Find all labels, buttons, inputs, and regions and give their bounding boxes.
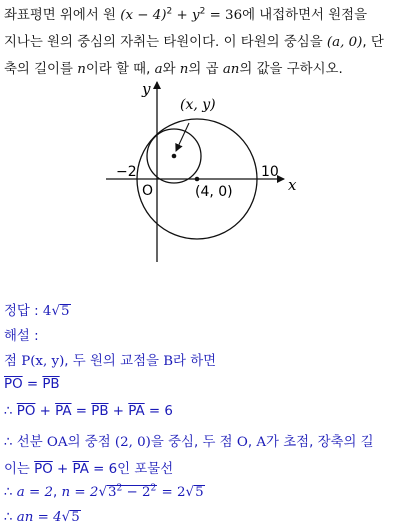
tick-label-neg-2: −2 bbox=[116, 164, 137, 180]
origin-label: O bbox=[142, 183, 154, 199]
answer-line: 정답 : 4√5 bbox=[4, 304, 70, 319]
explanation-label: 해설 : bbox=[4, 329, 39, 344]
solution-step-3: ∴ $\overline{PO} + \overline{PA} = \overline{PB} + \overline{PA} = 6$ bbox=[4, 404, 173, 419]
problem-line-3: 축의 길이를 n이라 할 때, a와 n의 곱 an의 값을 구하시오. bbox=[4, 62, 343, 77]
solution-step-2: $\overline{PO} = \overline{PB}$ bbox=[4, 377, 60, 392]
solution-step-7: ∴ an = 4√5 bbox=[4, 510, 80, 525]
solution-step-4: ∴ 선분 OA의 중점 (2, 0)을 중심, 두 점 O, A가 초점, 장축의 길 bbox=[4, 435, 374, 450]
center-label: (4, 0) bbox=[195, 184, 233, 200]
point-label: (x, y) bbox=[180, 97, 216, 113]
x-axis-label: x bbox=[288, 176, 297, 194]
problem-line-2: 지나는 원의 중심의 자취는 타원이다. 이 타원의 중심을 (a, 0), 단 bbox=[4, 35, 384, 50]
problem-text bbox=[4, 2, 398, 83]
outer-center-point bbox=[195, 177, 200, 182]
y-axis-label: y bbox=[142, 80, 151, 98]
problem-line-1: 좌표평면 위에서 원 $(x - 4)^2 + y^2 = 36$에 내접하면서 원점을 bbox=[4, 6, 368, 23]
solution-step-1: 점 P(x, y), 두 원의 교점을 B라 하면 bbox=[4, 354, 217, 369]
tick-label-10: 10 bbox=[261, 164, 279, 180]
inner-center-point bbox=[172, 154, 177, 159]
pointer-arrow bbox=[176, 123, 189, 151]
solution-step-5: 이는 $\overline{PO} + \overline{PA} = 6$인 포물선 bbox=[4, 462, 174, 477]
circle-diagram bbox=[102, 76, 302, 266]
solution-step-6: ∴ a = 2, $n = 2√3^2 - 2^2 = 2√5$ bbox=[4, 483, 204, 500]
